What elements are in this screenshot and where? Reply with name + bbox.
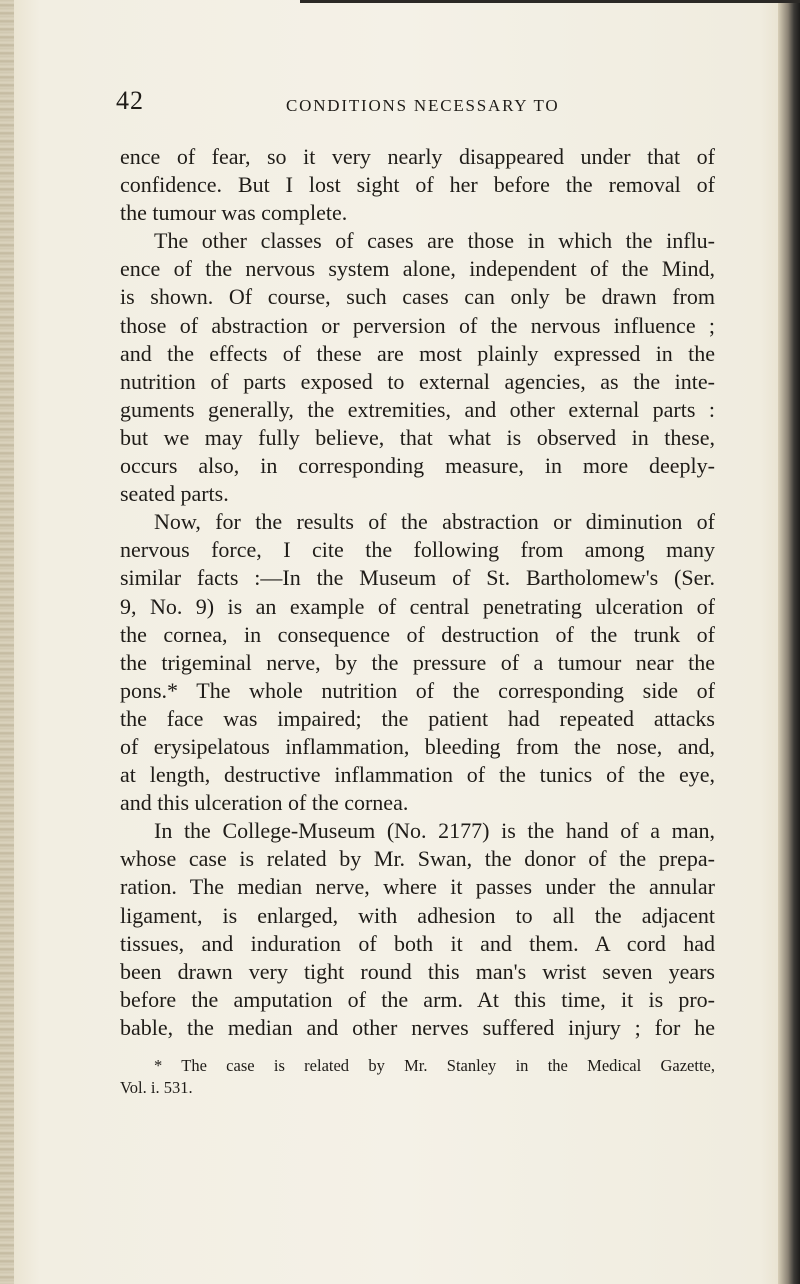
body-line: ration. The median nerve, where it passes under the annular (120, 874, 715, 900)
body-line: The other classes of cases are those in which the influ- (154, 228, 715, 254)
body-line: seated parts. (120, 481, 229, 507)
body-line: those of abstraction or perversion of the nervous influence ; (120, 312, 715, 338)
body-text (120, 143, 715, 1042)
footnote-line: * The case is related by Mr. Stanley in the Medical Gazette, (154, 1056, 715, 1075)
body-line: occurs also, in corresponding measure, in more deeply- (120, 453, 715, 479)
body-line: at length, destructive inflammation of the tunics of the eye, (120, 762, 715, 788)
body-line: but we may fully believe, that what is observed in these, (120, 424, 715, 450)
body-line: before the amputation of the arm. At this time, it is pro- (120, 986, 715, 1012)
body-line: Now, for the results of the abstraction or diminution of (154, 509, 715, 535)
body-line: ence of fear, so it very nearly disappeared under that of (120, 144, 715, 169)
body-line: nervous force, I cite the following from among many (120, 537, 715, 563)
running-head: CONDITIONS NECESSARY TO (286, 96, 560, 115)
footnote (120, 1055, 715, 1099)
body-line: ligament, is enlarged, with adhesion to all the adjacent (120, 902, 715, 928)
body-line: confidence. But I lost sight of her before the removal of (120, 172, 715, 198)
body-line: been drawn very tight round this man's wrist seven years (120, 958, 715, 984)
body-line: similar facts :—In the Museum of St. Bartholomew's (Ser. (120, 565, 715, 591)
body-line: whose case is related by Mr. Swan, the donor of the prepa- (120, 846, 715, 872)
footnote-line: Vol. i. 531. (120, 1078, 193, 1097)
page-right-edge-shadow (778, 0, 800, 1284)
body-line: nutrition of parts exposed to external agencies, as the inte- (120, 368, 715, 394)
body-line: and the effects of these are most plainly expressed in the (120, 340, 715, 366)
body-line: and this ulceration of the cornea. (120, 790, 409, 816)
body-line: the trigeminal nerve, by the pressure of a tumour near the (120, 649, 715, 675)
body-line: In the College-Museum (No. 2177) is the hand of a man, (154, 818, 715, 844)
body-line: is shown. Of course, such cases can only be drawn from (120, 284, 715, 310)
page-left-edge (0, 0, 14, 1284)
body-line: bable, the median and other nerves suffered injury ; for he (120, 1014, 715, 1040)
body-line: tissues, and induration of both it and them. A cord had (120, 930, 715, 956)
body-line: the face was impaired; the patient had repeated attacks (120, 705, 715, 731)
body-line: of erysipelatous inflammation, bleeding from the nose, and, (120, 733, 715, 759)
body-line: pons.* The whole nutrition of the corresponding side of (120, 677, 715, 703)
top-edge-rule (300, 0, 800, 3)
body-line: the tumour was complete. (120, 200, 348, 226)
body-line: ence of the nervous system alone, independent of the Mind, (120, 256, 715, 282)
page-number: 42 (116, 86, 144, 115)
body-line: guments generally, the extremities, and other external parts : (120, 396, 715, 422)
body-line: 9, No. 9) is an example of central penetrating ulceration of (120, 593, 715, 619)
body-line: the cornea, in consequence of destruction of the trunk of (120, 621, 715, 647)
